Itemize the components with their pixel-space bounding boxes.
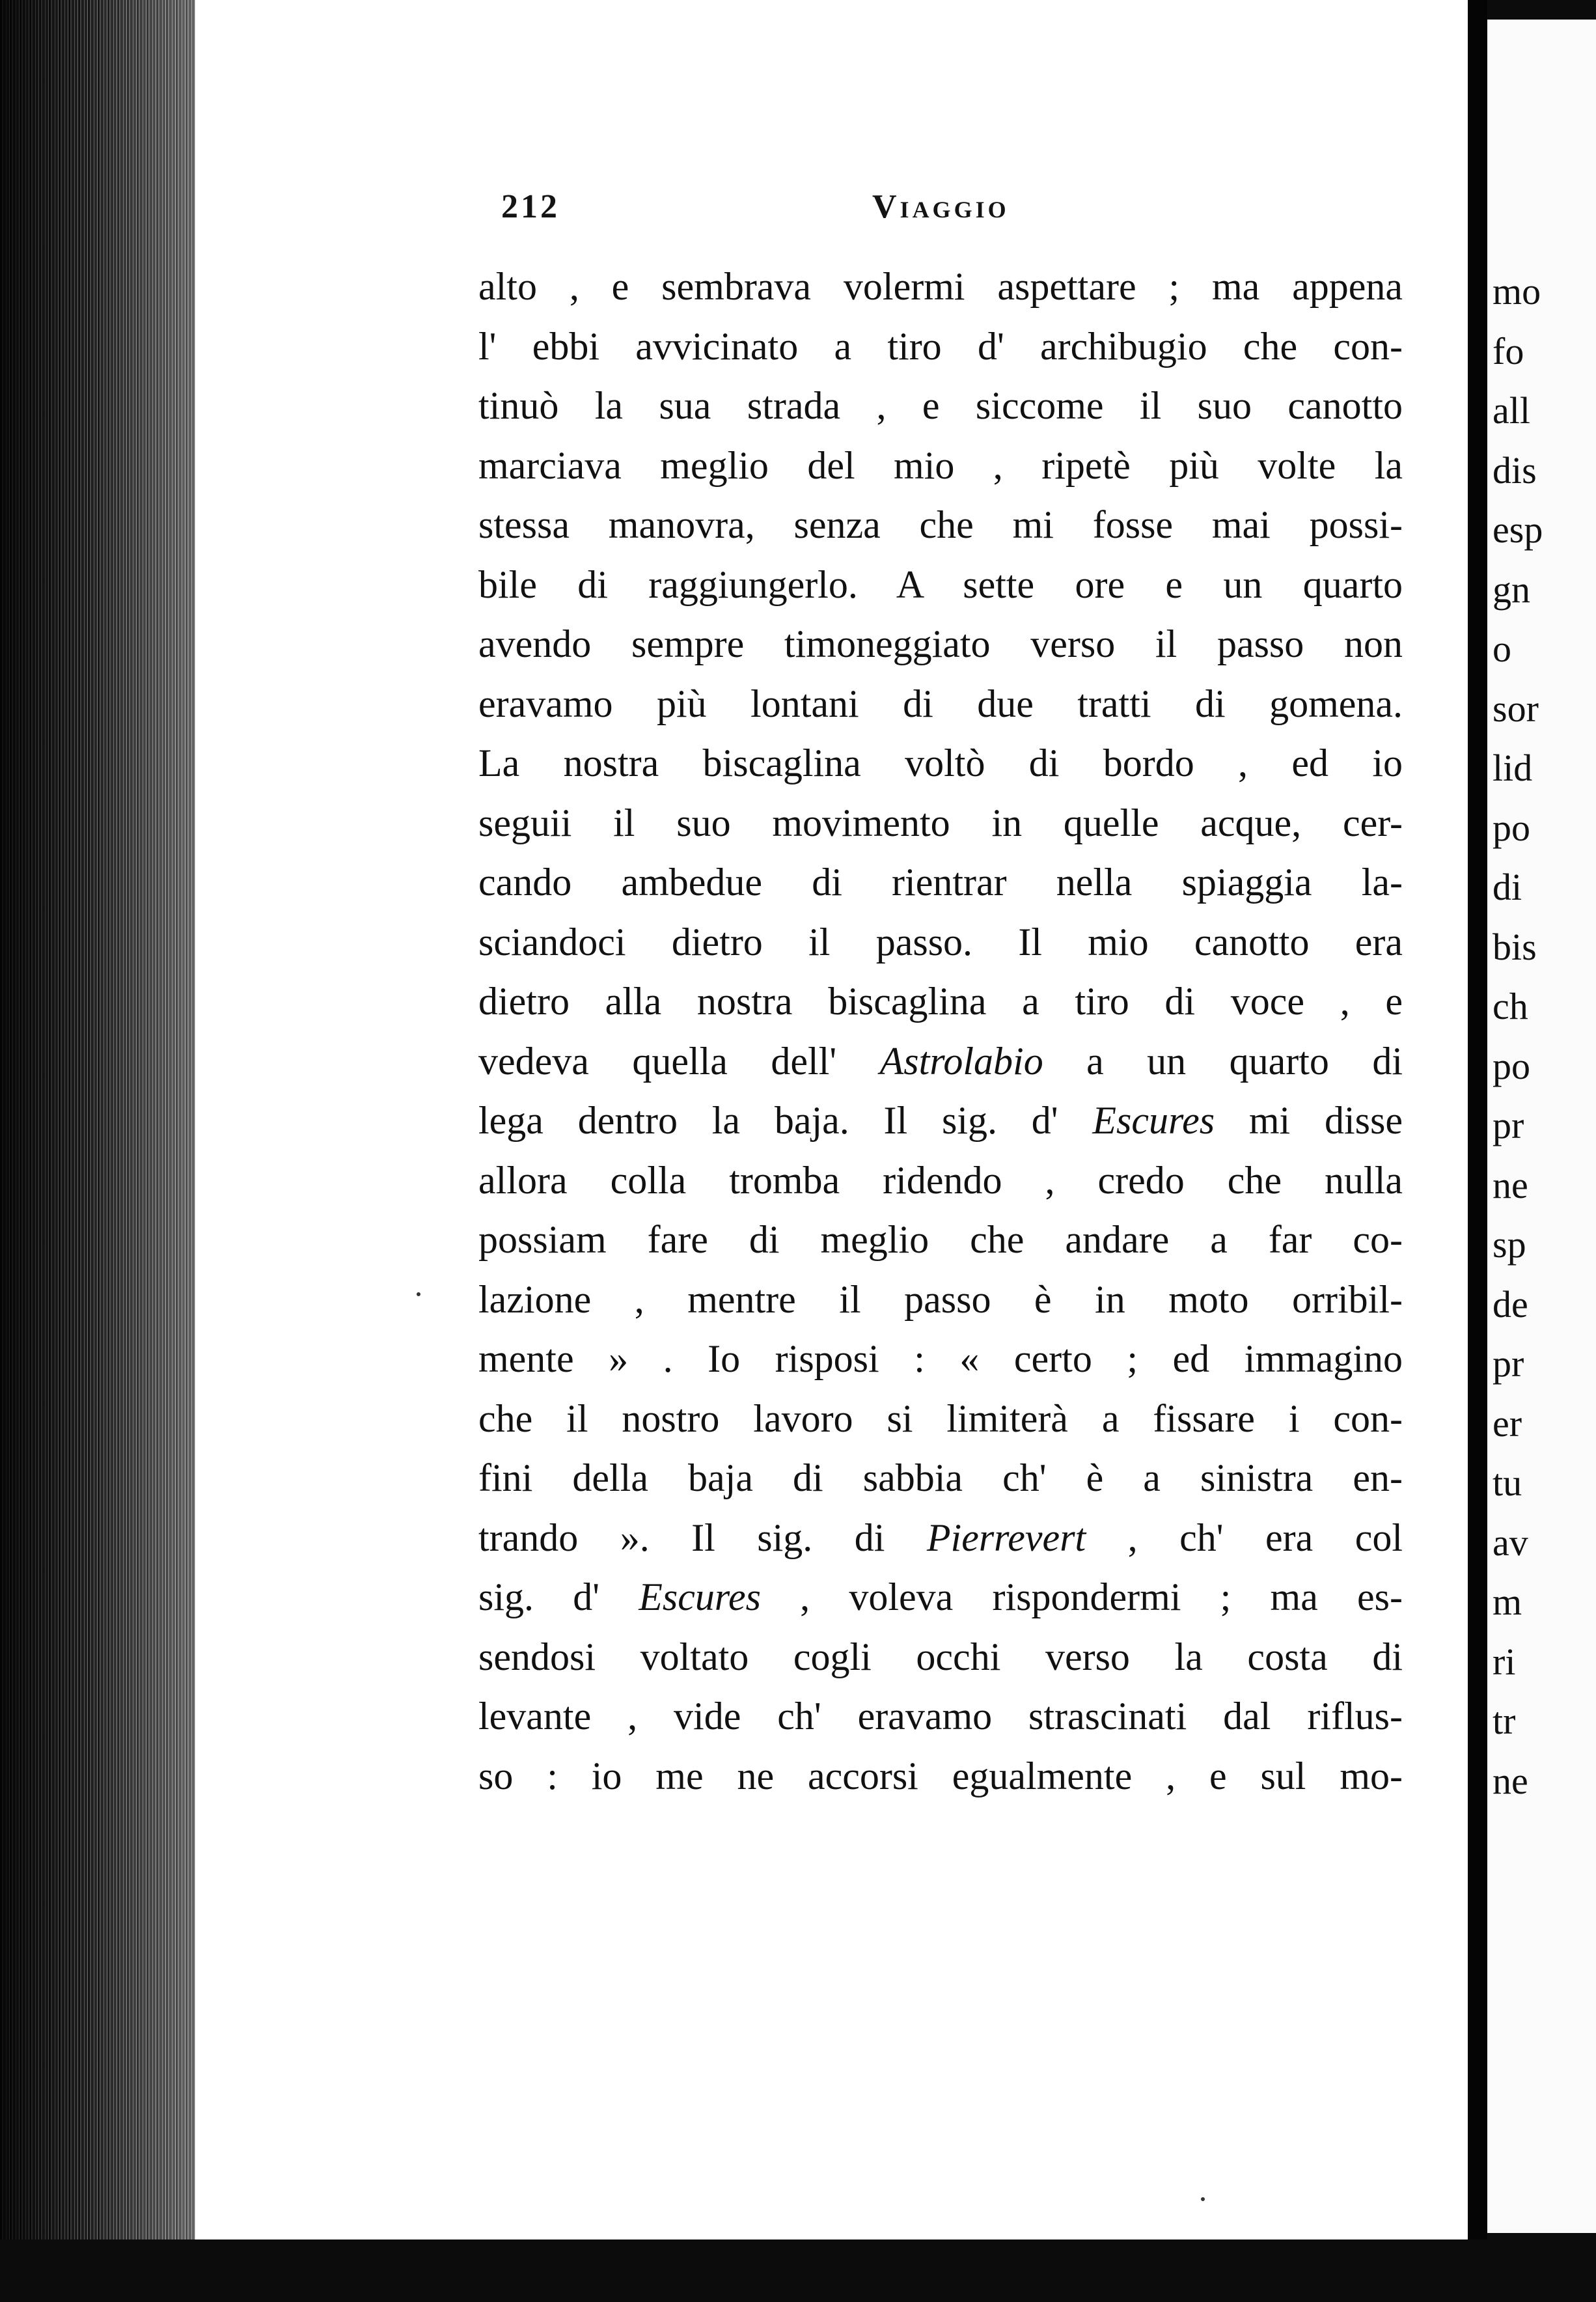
facing-line: sp (1493, 1223, 1526, 1266)
facing-line: fo (1493, 329, 1524, 372)
facing-line: di (1493, 866, 1522, 908)
text-line: bile di raggiungerlo. A sette ore e un quarto (478, 562, 1403, 606)
facing-line: pr (1493, 1342, 1524, 1385)
paper-speck (417, 1292, 420, 1296)
text-line: so : io me ne accorsi egualmente , e sul mo- (478, 1754, 1403, 1797)
paper-speck (1201, 2197, 1205, 2201)
text-line: seguii il suo movimento in quelle acque, cer- (478, 801, 1403, 844)
text-line: cando ambedue di rientrar nella spiaggia la- (478, 861, 1403, 904)
facing-line: lid (1493, 747, 1533, 789)
facing-line: bis (1493, 925, 1537, 968)
facing-line: esp (1493, 508, 1543, 551)
facing-line: ne (1493, 1163, 1528, 1206)
text-line: allora colla tromba ridendo , credo che nulla (478, 1158, 1403, 1202)
text-line: l' ebbi avvicinato a tiro d' archibugio che con- (478, 324, 1403, 368)
text-line: mente » . Io risposi : « certo ; ed immagino (478, 1337, 1403, 1380)
running-head: Viaggio (872, 188, 1010, 225)
facing-line: ch (1493, 985, 1528, 1027)
facing-line: all (1493, 389, 1530, 432)
text-line: sendosi voltato cogli occhi verso la costa di (478, 1635, 1403, 1678)
body-text (478, 257, 1403, 1806)
facing-page-text (1493, 262, 1543, 1810)
facing-line: tu (1493, 1462, 1522, 1504)
facing-line: ri (1493, 1640, 1516, 1683)
text-line: sig. d' Escures , voleva rispondermi ; ma es- (478, 1575, 1403, 1618)
facing-line: gn (1493, 568, 1530, 611)
text-line: vedeva quella dell' Astrolabio a un quarto di (478, 1039, 1403, 1083)
facing-line: m (1493, 1581, 1522, 1623)
text-line: marciava meglio del mio , ripetè più volte la (478, 443, 1403, 487)
text-line: possiam fare di meglio che andare a far co- (478, 1218, 1403, 1261)
facing-line: po (1493, 806, 1530, 849)
text-line: sciandoci dietro il passo. Il mio canotto era (478, 920, 1403, 964)
book-gutter (1468, 0, 1487, 2302)
text-line: eravamo più lontani di due tratti di gomena. (478, 682, 1403, 725)
facing-line: dis (1493, 449, 1537, 492)
facing-line: po (1493, 1044, 1530, 1087)
text-line: dietro alla nostra biscaglina a tiro di voce , e (478, 980, 1403, 1023)
page-header (501, 187, 1419, 242)
text-line: avendo sempre timoneggiato verso il passo non (478, 622, 1403, 665)
text-line: stessa manovra, senza che mi fosse mai possi- (478, 503, 1403, 546)
facing-line: av (1493, 1521, 1528, 1564)
scan-bottom-border (0, 2240, 1596, 2302)
text-line: lazione , mentre il passo è in moto orribil- (478, 1277, 1403, 1321)
facing-line: er (1493, 1402, 1522, 1445)
facing-line: o (1493, 628, 1511, 670)
text-line: La nostra biscaglina voltò di bordo , ed io (478, 742, 1403, 784)
text-line: che il nostro lavoro si limiterà a fissare i con- (478, 1396, 1403, 1440)
text-line: lega dentro la baja. Il sig. d' Escures mi disse (478, 1099, 1403, 1142)
facing-line: de (1493, 1283, 1528, 1325)
book-page-edges (0, 0, 195, 2302)
facing-page (1487, 20, 1596, 2233)
facing-line: sor (1493, 687, 1539, 730)
text-line: alto , e sembrava volermi aspettare ; ma appena (478, 265, 1403, 308)
text-line: tinuò la sua strada , e siccome il suo canotto (478, 384, 1403, 427)
text-line: levante , vide ch' eravamo strascinati dal riflus- (478, 1695, 1403, 1738)
text-line: fini della baja di sabbia ch' è a sinistra en- (478, 1456, 1403, 1499)
facing-line: tr (1493, 1700, 1516, 1742)
facing-line: ne (1493, 1759, 1528, 1802)
facing-line: mo (1493, 270, 1541, 312)
facing-line: pr (1493, 1104, 1524, 1146)
page-number: 212 (501, 188, 560, 225)
text-line: trando ». Il sig. di Pierrevert , ch' era col (478, 1516, 1403, 1559)
